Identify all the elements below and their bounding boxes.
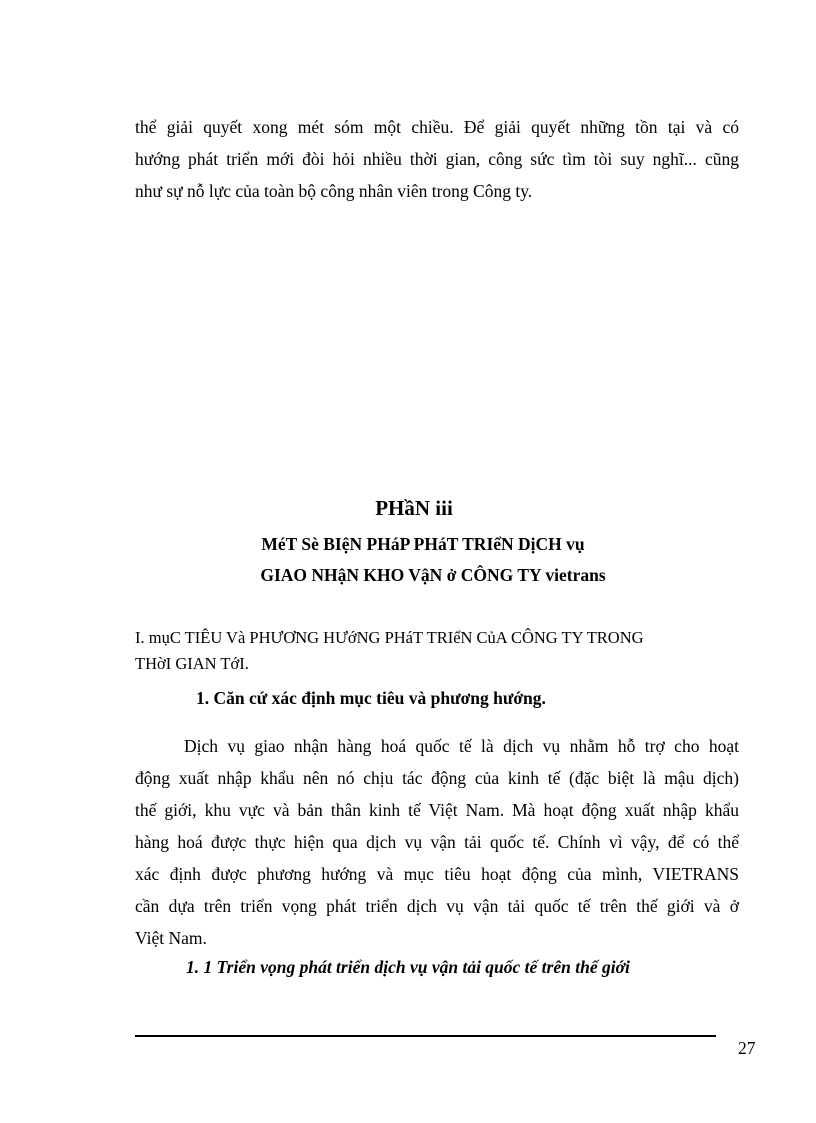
footer-divider [135,1035,716,1037]
body-paragraph [135,730,739,954]
page-number: 27 [738,1038,756,1058]
subsubsection-heading: 1. 1 Triển vọng phát triển dịch vụ vận tải quốc tế trên thế giới [186,957,630,977]
paragraph-line: như sự nỗ lực của toàn bộ công nhân viên trong Công ty. [135,181,533,201]
section-heading-line-1: I. mụC TIÊU Và PHƯƠNG HƯớNG PHáT TRIểN CủA CÔNG TY TRONG [135,628,644,647]
paragraph-line: thế giới, khu vực và bản thân kinh tế Việt Nam. Mà hoạt động xuất nhập khẩu [135,800,739,820]
paragraph-line: thể giải quyết xong mét sóm một chiều. Để giải quyết những tồn tại và có [135,117,739,137]
section-heading [135,625,739,677]
paragraph-line: cần dựa trên triển vọng phát triển dịch vụ vận tải quốc tế trên thế giới và ở [135,896,739,916]
paragraph-line: hướng phát triển mới đòi hỏi nhiều thời gian, công sức tìm tòi suy nghĩ... cũng [135,149,739,169]
subsection-heading: 1. Căn cứ xác định mục tiêu và phương hướng. [196,688,546,708]
part-subtitle-line-1: MéT Sè BIệN PHáP PHáT TRIểN DịCH vụ [261,534,585,554]
paragraph-line: Việt Nam. [135,928,207,948]
part-subtitle-line-2: GIAO NHậN KHO VậN ở CÔNG TY vietrans [260,565,606,585]
paragraph-line: hàng hoá được thực hiện qua dịch vụ vận tải quốc tế. Chính vì vậy, để có thể [135,832,739,852]
section-heading-line-2: THờI GIAN TớI. [135,654,249,673]
paragraph-line: động xuất nhập khẩu nên nó chịu tác động của kinh tế (đặc biệt là mậu dịch) [135,768,739,788]
part-title: PHầN iii [375,496,453,520]
intro-paragraph [135,111,739,207]
paragraph-line: xác định được phương hướng và mục tiêu hoạt động của mình, VIETRANS [135,864,739,884]
paragraph-line: Dịch vụ giao nhận hàng hoá quốc tế là dịch vụ nhằm hỗ trợ cho hoạt [184,736,739,756]
